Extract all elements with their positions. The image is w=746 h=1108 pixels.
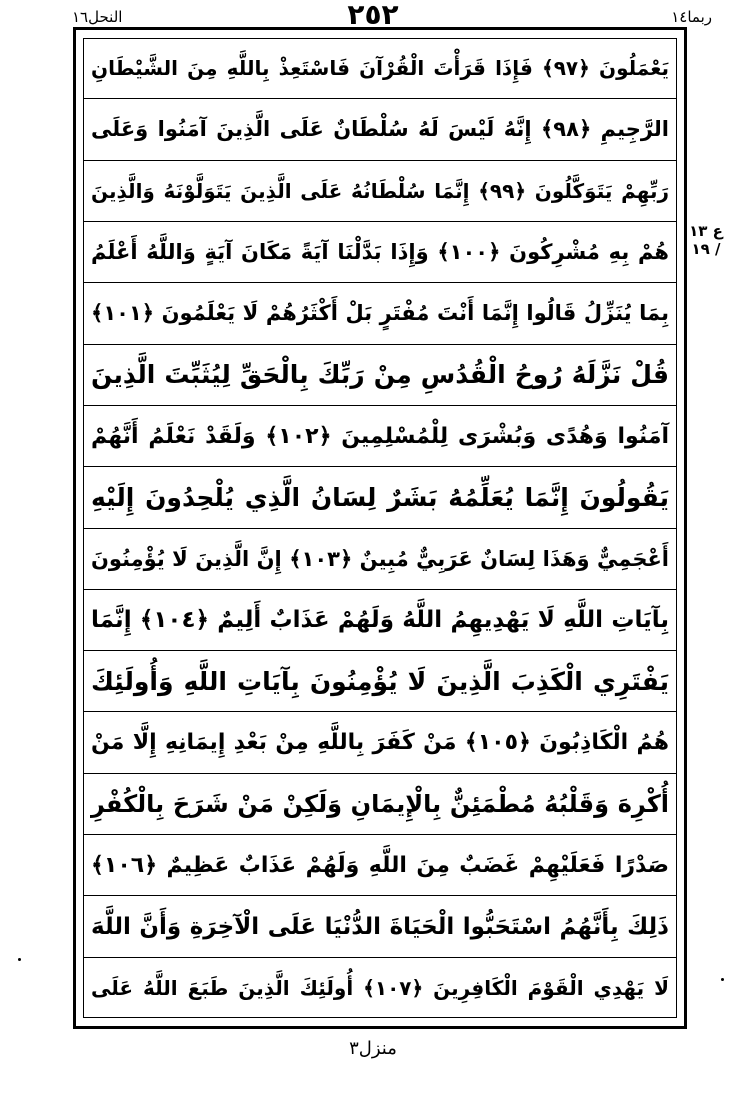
text-line <box>83 467 677 528</box>
line-text: الرَّجِيمِ ﴿٩٨﴾ إِنَّهُ لَيْسَ لَهُ سُلْطَانٌ عَلَى الَّذِينَ آمَنُوا وَعَلَى <box>91 117 669 142</box>
text-line <box>83 835 677 896</box>
line-text: يَفْتَرِي الْكَذِبَ الَّذِينَ لَا يُؤْمِنُونَ بِآيَاتِ اللَّهِ وَأُولَئِكَ <box>91 666 669 696</box>
text-line <box>83 161 677 222</box>
scan-speck <box>721 978 724 981</box>
ruku-marker: ع ١٣ / ١٩ <box>689 222 723 258</box>
scan-speck <box>18 958 21 961</box>
line-text: آمَنُوا وَهُدًى وَبُشْرَى لِلْمُسْلِمِينَ ﴿١٠٢﴾ وَلَقَدْ نَعْلَمُ أَنَّهُمْ <box>91 423 669 449</box>
page-number: ٢٥٢ <box>347 0 399 31</box>
text-line <box>83 406 677 467</box>
line-text: بِمَا يُنَزِّلُ قَالُوا إِنَّمَا أَنْتَ مُفْتَرٍ بَلْ أَكْثَرُهُمْ لَا يَعْلَمُونَ ﴿١٠١﴾ <box>91 301 669 326</box>
line-text: بِآيَاتِ اللَّهِ لَا يَهْدِيهِمُ اللَّهُ وَلَهُمْ عَذَابٌ أَلِيمٌ ﴿١٠٤﴾ إِنَّمَا <box>91 606 670 633</box>
juz-name-header: ربما١٤ <box>671 8 712 26</box>
text-line <box>83 774 677 835</box>
text-line <box>83 529 677 590</box>
line-text: يَقُولُونَ إِنَّمَا يُعَلِّمُهُ بَشَرٌ لِسَانُ الَّذِي يُلْحِدُونَ إِلَيْهِ <box>91 482 669 512</box>
text-line <box>83 712 677 773</box>
text-line <box>83 651 677 712</box>
text-line <box>83 896 677 957</box>
text-line <box>83 222 677 283</box>
manzil-footer: منزل٣ <box>349 1038 397 1059</box>
text-line <box>83 38 677 99</box>
text-line <box>83 283 677 344</box>
text-block <box>83 38 677 1018</box>
text-line <box>83 99 677 160</box>
text-line <box>83 590 677 651</box>
line-text: هُمْ بِهِ مُشْرِكُونَ ﴿١٠٠﴾ وَإِذَا بَدَّلْنَا آيَةً مَكَانَ آيَةٍ وَاللَّهُ أَعْلَمُ <box>91 240 669 265</box>
line-text: ذَلِكَ بِأَنَّهُمُ اسْتَحَبُّوا الْحَيَاةَ الدُّنْيَا عَلَى الْآخِرَةِ وَأَنَّ اللَّهَ <box>91 913 669 940</box>
line-text: أُكْرِهَ وَقَلْبُهُ مُطْمَئِنٌّ بِالْإِيمَانِ وَلَكِنْ مَنْ شَرَحَ بِالْكُفْرِ <box>91 789 669 818</box>
line-text: يَعْمَلُونَ ﴿٩٧﴾ فَإِذَا قَرَأْتَ الْقُرْآنَ فَاسْتَعِذْ بِاللَّهِ مِنَ الشَّيْطَانِ <box>91 56 669 81</box>
surah-name-header: النحل١٦ <box>72 8 123 26</box>
line-text: هُمُ الْكَاذِبُونَ ﴿١٠٥﴾ مَنْ كَفَرَ بِاللَّهِ مِنْ بَعْدِ إِيمَانِهِ إِلَّا مَنْ <box>91 730 669 756</box>
text-line <box>83 958 677 1018</box>
line-text: أَعْجَمِيٌّ وَهَذَا لِسَانٌ عَرَبِيٌّ مُبِينٌ ﴿١٠٣﴾ إِنَّ الَّذِينَ لَا يُؤْمِنُونَ <box>91 546 669 571</box>
line-text: قُلْ نَزَّلَهُ رُوحُ الْقُدُسِ مِنْ رَبِّكَ بِالْحَقِّ لِيُثَبِّتَ الَّذِينَ <box>91 360 669 390</box>
text-line <box>83 345 677 406</box>
line-text: رَبِّهِمْ يَتَوَكَّلُونَ ﴿٩٩﴾ إِنَّمَا سُلْطَانُهُ عَلَى الَّذِينَ يَتَوَلَّوْنَهُ وَالَّذِينَ <box>91 178 669 203</box>
line-text: صَدْرًا فَعَلَيْهِمْ غَضَبٌ مِنَ اللَّهِ وَلَهُمْ عَذَابٌ عَظِيمٌ ﴿١٠٦﴾ <box>91 852 669 878</box>
line-text: لَا يَهْدِي الْقَوْمَ الْكَافِرِينَ ﴿١٠٧﴾ أُولَئِكَ الَّذِينَ طَبَعَ اللَّهُ عَلَى <box>91 975 669 1000</box>
